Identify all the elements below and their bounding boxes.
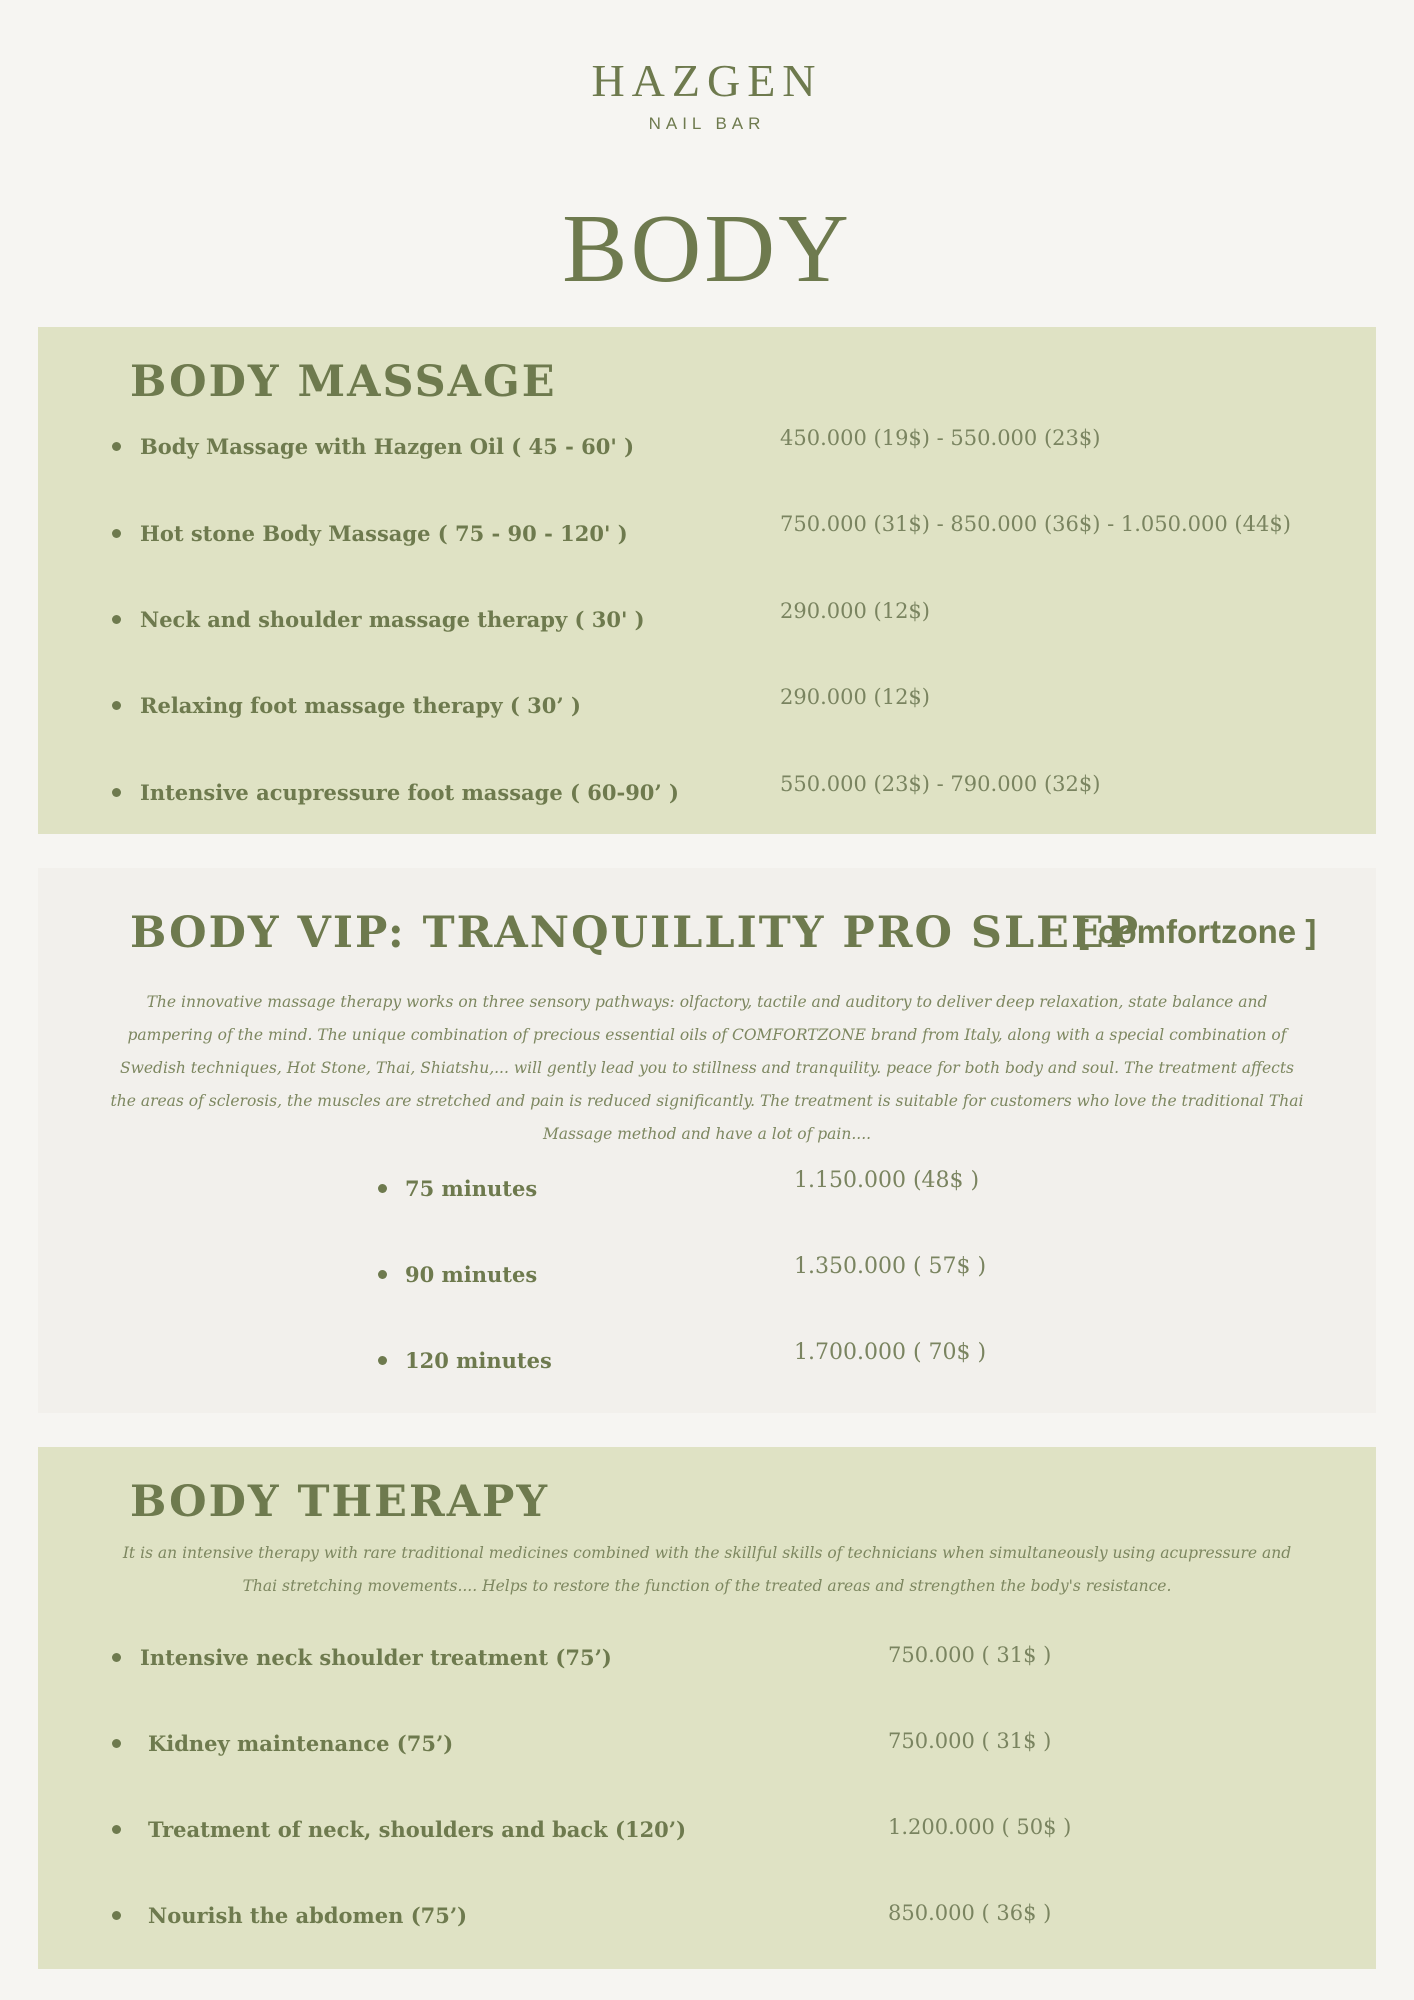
treatment-price: 1.200.000 ( 50$ ) xyxy=(888,1815,1072,1839)
list-item xyxy=(38,772,1376,812)
service-name: Hot stone Body Massage ( 75 - 90 - 120' ) xyxy=(140,521,628,546)
list-item xyxy=(38,1340,1376,1380)
treatment-name: Treatment of neck, shoulders and back (120’) xyxy=(148,1817,687,1842)
treatment-price: 850.000 ( 36$ ) xyxy=(888,1901,1052,1925)
brand-logo xyxy=(0,55,1414,134)
brand-name: HAZGEN xyxy=(591,55,823,106)
body-vip-section xyxy=(38,868,1376,1413)
bullet-icon xyxy=(112,788,121,797)
duration-price: 1.150.000 (48$ ) xyxy=(794,1168,980,1193)
bullet-icon xyxy=(112,1653,121,1662)
treatment-price: 750.000 ( 31$ ) xyxy=(888,1643,1052,1667)
duration-price: 1.350.000 ( 57$ ) xyxy=(794,1254,987,1279)
service-name: Body Massage with Hazgen Oil ( 45 - 60' ) xyxy=(140,434,635,459)
bullet-icon xyxy=(378,1356,387,1365)
body-therapy-title: BODY THERAPY xyxy=(130,1477,550,1527)
service-price: 750.000 (31$) - 850.000 (36$) - 1.050.000 (44$) xyxy=(780,512,1291,536)
bullet-icon xyxy=(378,1184,387,1193)
treatment-name: Kidney maintenance (75’) xyxy=(148,1731,454,1756)
service-price: 450.000 (19$) - 550.000 (23$) xyxy=(780,426,1101,450)
bullet-icon xyxy=(112,701,121,710)
list-item xyxy=(38,1723,1376,1763)
list-item xyxy=(38,426,1376,466)
bullet-icon xyxy=(378,1270,387,1279)
duration-price: 1.700.000 ( 70$ ) xyxy=(794,1340,987,1365)
page-title: BODY xyxy=(562,195,852,303)
list-item xyxy=(38,1254,1376,1294)
treatment-price: 750.000 ( 31$ ) xyxy=(888,1729,1052,1753)
comfortzone-logo: [ comfortzone ] xyxy=(1078,913,1317,950)
body-therapy-description: It is an intensive therapy with rare traditional medicines combined with the skillful skills of technicians when simultaneously using acupressure and Thai stretching movements.... Helps to restore the function of the treated areas and strengthen the body's resistance. xyxy=(122,1544,1292,1595)
duration-label: 120 minutes xyxy=(405,1348,552,1373)
body-massage-section xyxy=(38,327,1376,834)
duration-label: 90 minutes xyxy=(405,1262,538,1287)
body-vip-description: The innovative massage therapy works on three sensory pathways: olfactory, tactile and auditory to deliver deep relaxation, state balance and pampering of the mind. The unique combination of precious essential oils of COMFORTZONE brand from Italy, along with a special combination of Swedish techniques, Hot Stone, Thai, Shiatshu,... will gently lead you to stillness and tranquility. peace for both body and soul. The treatment affects the areas of sclerosis, the muscles are stretched and pain is reduced significantly. The treatment is suitable for customers who love the traditional Thai Massage method and have a lot of pain.... xyxy=(110,993,1304,1143)
bullet-icon xyxy=(112,1911,121,1920)
service-price: 290.000 (12$) xyxy=(780,599,930,623)
bullet-icon xyxy=(112,442,121,451)
bullet-icon xyxy=(112,1825,121,1834)
treatment-name: Intensive neck shoulder treatment (75’) xyxy=(140,1645,612,1670)
duration-label: 75 minutes xyxy=(405,1176,538,1201)
list-item xyxy=(38,1637,1376,1677)
service-name: Relaxing foot massage therapy ( 30’ ) xyxy=(140,693,581,718)
body-therapy-section xyxy=(38,1447,1376,1969)
list-item xyxy=(38,599,1376,639)
bullet-icon xyxy=(112,529,121,538)
list-item xyxy=(38,1168,1376,1208)
service-name: Neck and shoulder massage therapy ( 30' ) xyxy=(140,607,645,632)
body-vip-title: BODY VIP: TRANQUILLITY PRO SLEEP xyxy=(130,908,1141,958)
list-item xyxy=(38,685,1376,725)
bullet-icon xyxy=(112,615,121,624)
list-item xyxy=(38,513,1376,553)
list-item xyxy=(38,1809,1376,1849)
body-massage-title: BODY MASSAGE xyxy=(130,357,557,407)
service-name: Intensive acupressure foot massage ( 60-90’ ) xyxy=(140,780,679,805)
brand-subtitle: NAIL BAR xyxy=(648,114,766,133)
service-price: 290.000 (12$) xyxy=(780,685,930,709)
service-price: 550.000 (23$) - 790.000 (32$) xyxy=(780,772,1101,796)
list-item xyxy=(38,1895,1376,1935)
bullet-icon xyxy=(112,1739,121,1748)
treatment-name: Nourish the abdomen (75’) xyxy=(148,1903,468,1928)
